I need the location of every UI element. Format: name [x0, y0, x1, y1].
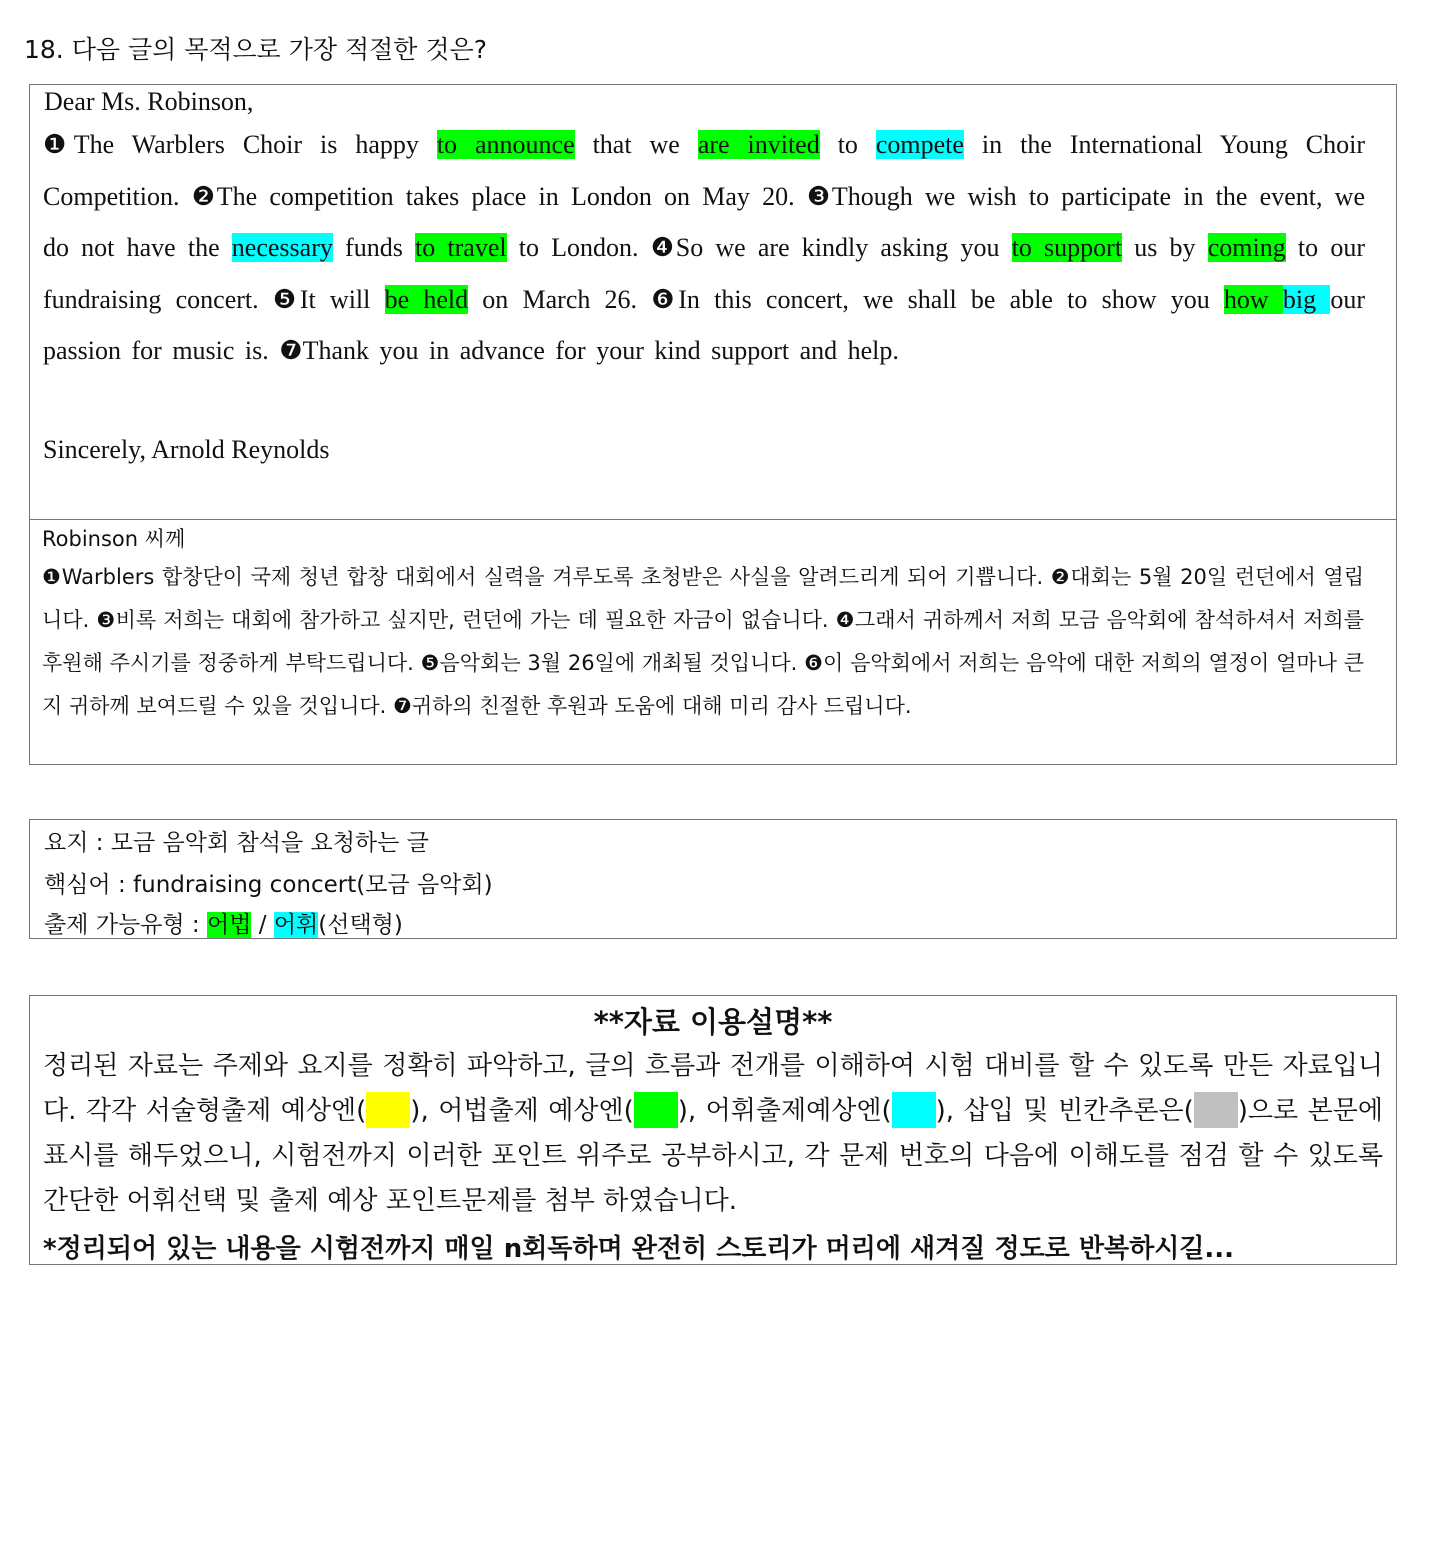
highlighted-phrase: compete [875, 130, 964, 159]
translation-box [29, 519, 1397, 765]
guide-body [43, 1044, 1383, 1224]
summary-types [44, 906, 403, 939]
letter-closing: Sincerely, Arnold Reynolds [43, 435, 330, 464]
types-label: 출제 가능유형 : [44, 912, 207, 938]
letter-text: ❶The Warblers Choir is happy [43, 130, 437, 159]
highlighted-phrase: big [1282, 284, 1331, 314]
types-separator: / [251, 912, 274, 938]
letter-text: us by [1122, 233, 1208, 262]
letter-text: funds [332, 233, 415, 262]
type-vocab: 어휘 [273, 912, 319, 938]
types-suffix: (선택형) [318, 912, 403, 938]
translation-greeting: Robinson 씨께 [42, 527, 186, 551]
guide-box [29, 995, 1397, 1265]
letter-box [29, 84, 1397, 520]
letter-greeting: Dear Ms. Robinson, [44, 87, 254, 116]
type-grammar: 어법 [207, 912, 252, 938]
guide-text: ), 어휘출제예상엔( [677, 1096, 892, 1126]
letter-text: our passion for music is. ❼Thank you in advance for your kind support and help. [43, 284, 1365, 365]
summary-gist: 요지 : 모금 음악회 참석을 요청하는 글 [44, 830, 429, 856]
letter-text: on March 26. ❻In this concert, we shall be able to show you [468, 284, 1224, 314]
letter-text: to London. ❹So we are kindly asking you [506, 233, 1012, 262]
letter-text: in the International Young Choir Competition. ❷The competition takes place in London on May 20. ❸Though we wish to participate in the event, we do not have the [43, 130, 1365, 262]
guide-text: ), 어법출제 예상엔( [410, 1096, 634, 1126]
highlighted-phrase: necessary [231, 233, 333, 262]
letter-body [43, 119, 1365, 377]
green-swatch [634, 1092, 678, 1128]
summary-box [29, 819, 1397, 939]
yellow-swatch [366, 1092, 410, 1128]
cyan-swatch [892, 1092, 936, 1128]
highlighted-phrase: how [1223, 284, 1283, 314]
guide-text: 정리된 자료는 주제와 요지를 정확히 파악하고, 글의 흐름과 전개를 이해하여 시험 대비를 할 수 있도록 만든 자료입니다. 각각 서술형출제 예상엔( [43, 1051, 1383, 1126]
letter-text: to our fundraising concert. ❺It will [43, 233, 1365, 314]
translation-body: ❶Warblers 합창단이 국제 청년 합창 대회에서 실력을 겨루도록 초청받은 사실을 알려드리게 되어 기쁩니다. ❷대회는 5월 20일 런던에서 열립니다. ❸비록 저희는 대회에 참가하고 싶지만, 런던에 가는 데 필요한 자금이 없습니다. ❹그래서 귀하께서 저희 모금 음악회에 참석하셔서 저희를 후원해 주시기를 정중하게 부탁드립니다. ❺음악회는 3월 26일에 개최될 것입니다. ❻이 음악회에서 저희는 음악에 대한 저희의 열정이 얼마나 큰지 귀하께 보여드릴 수 있을 것입니다. ❼귀하의 친절한 후원과 도움에 대해 미리 감사 드립니다. [42, 565, 1364, 718]
guide-title: **자료 이용설명** [593, 1005, 833, 1039]
highlighted-phrase: be held [384, 284, 469, 314]
summary-keyword: 핵심어 : fundraising concert(모금 음악회) [44, 872, 493, 898]
letter-text: to [819, 130, 876, 159]
guide-text: ), 삽입 및 빈칸추론은( [935, 1096, 1194, 1126]
highlighted-phrase: are invited [697, 130, 820, 159]
guide-note: *정리되어 있는 내용을 시험전까지 매일 n회독하며 완전히 스토리가 머리에 새겨질 정도로 반복하시길... [43, 1234, 1235, 1264]
highlighted-phrase: to support [1011, 233, 1123, 262]
highlighted-phrase: to travel [415, 233, 507, 262]
guide-text: )으로 본문에 표시를 해두었으니, 시험전까지 이러한 포인트 위주로 공부하시고, 각 문제 번호의 다음에 이해도를 점검 할 수 있도록 간단한 어휘선택 및 출제 예상 포인트문제를 첨부 하였습니다. [43, 1096, 1383, 1216]
highlighted-phrase: coming [1207, 233, 1286, 262]
letter-text: that we [574, 130, 698, 159]
highlighted-phrase: to announce [436, 130, 575, 159]
question-title: 18. 다음 글의 목적으로 가장 적절한 것은? [24, 35, 487, 64]
gray-swatch [1194, 1092, 1238, 1128]
